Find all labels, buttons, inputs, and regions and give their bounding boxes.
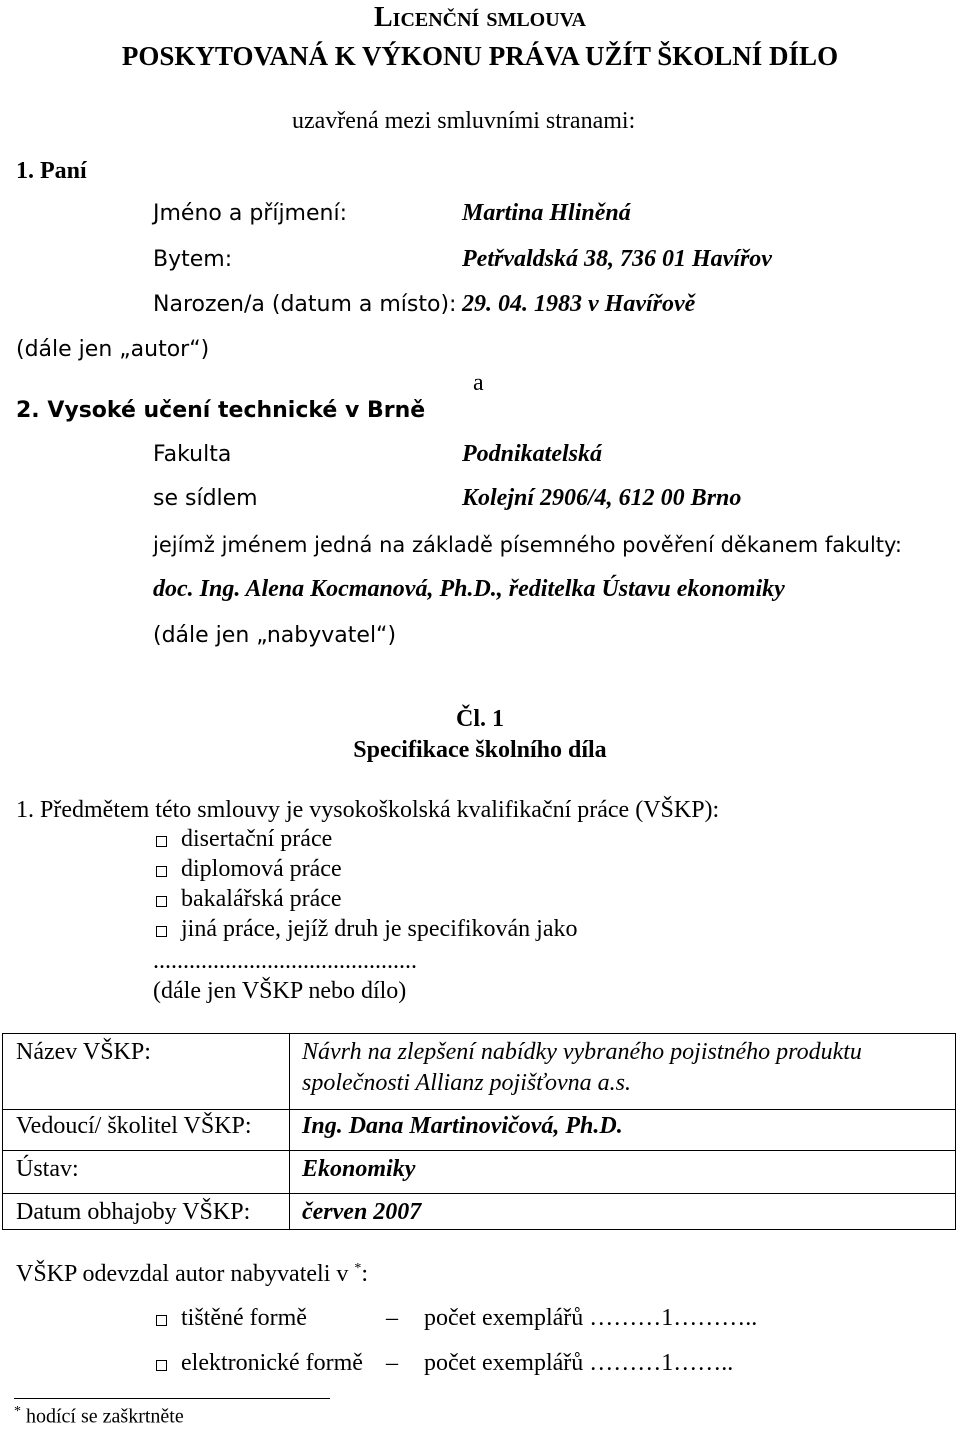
birth-value: 29. 04. 1983 v Havířově [462,291,696,317]
faculty-label: Fakulta [153,442,232,467]
option-diploma: diplomová práce [181,856,342,882]
subject-intro: 1. Předmětem této smlouvy je vysokoškolská kvalifikační práce (VŠKP): [16,797,720,823]
electronic-count: počet exemplářů ………1…….. [424,1350,734,1376]
table-label-title: Název VŠKP: [16,1039,151,1065]
party2-heading: 2. Vysoké učení technické v Brně [16,398,426,423]
dots-line: ............................................ [153,948,417,974]
acting-text: jejímž jménem jedná na základě písemného pověření děkanem fakulty: [153,533,903,557]
parties-intro: uzavřená mezi smluvními stranami: [292,108,636,134]
name-value: Martina Hliněná [462,200,631,226]
table-value-title-line1: Návrh na zlepšení nabídky vybraného pojistného produktu [302,1039,862,1065]
checkbox-printed[interactable] [156,1315,167,1326]
printed-dash: – [386,1305,398,1331]
table-value-defense-date: červen 2007 [302,1199,422,1225]
checkbox-diploma[interactable] [156,866,167,877]
table-value-institute: Ekonomiky [302,1156,416,1182]
recipient-alias: (dále jen „nabyvatel“) [153,623,397,648]
birth-label: Narozen/a (datum a místo): [153,292,457,317]
electronic-label: elektronické formě [181,1350,363,1376]
document-title: Licenční smlouva [373,2,586,33]
work-alias: (dále jen VŠKP nebo dílo) [153,978,407,1004]
party1-heading: 1. Paní [16,158,87,184]
checkbox-bachelor[interactable] [156,896,167,907]
document-subtitle: POSKYTOVANÁ K VÝKONU PRÁVA UŽÍT ŠKOLNÍ DÍLO [121,41,839,71]
printed-count: počet exemplářů ………1……….. [424,1305,758,1331]
conjunction-a: a [473,370,484,396]
table-label-institute: Ústav: [16,1156,79,1182]
address-value: Petřvaldská 38, 736 01 Havířov [462,246,772,272]
checkbox-other[interactable] [156,926,167,937]
checkbox-dissertation[interactable] [156,836,167,847]
seat-label: se sídlem [153,486,258,511]
article-title: Specifikace školního díla [353,737,607,763]
address-label: Bytem: [153,247,233,272]
footnote-separator [14,1398,330,1399]
table-label-defense-date: Datum obhajoby VŠKP: [16,1199,251,1225]
option-bachelor: bakalářská práce [181,886,342,912]
table-value-title-line2: společnosti Allianz pojišťovna a.s. [302,1070,631,1096]
name-label: Jméno a příjmení: [153,201,347,226]
faculty-value: Podnikatelská [462,441,603,467]
printed-label: tištěné formě [181,1305,307,1331]
footnote: * hodící se zaškrtněte [14,1404,184,1428]
article-number: Čl. 1 [456,706,504,732]
table-label-supervisor: Vedoucí/ školitel VŠKP: [16,1113,252,1139]
seat-value: Kolejní 2906/4, 612 00 Brno [462,485,742,511]
option-dissertation: disertační práce [181,826,333,852]
checkbox-electronic[interactable] [156,1360,167,1371]
representative: doc. Ing. Alena Kocmanová, Ph.D., ředitelka Ústavu ekonomiky [153,576,785,602]
table-value-supervisor: Ing. Dana Martinovičová, Ph.D. [302,1113,623,1139]
option-other: jiná práce, jejíž druh je specifikován jako [181,916,578,942]
delivery-intro: VŠKP odevzdal autor nabyvateli v *: [16,1261,369,1287]
author-alias: (dále jen „autor“) [16,337,210,362]
electronic-dash: – [386,1350,398,1376]
